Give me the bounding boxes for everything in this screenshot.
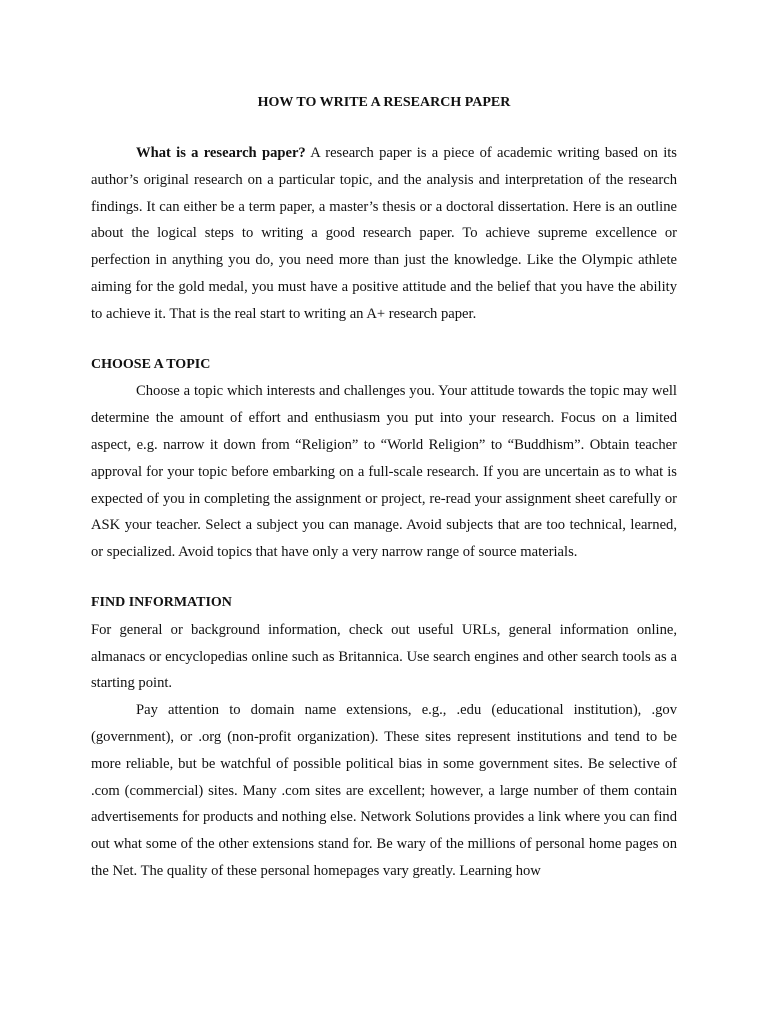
intro-lead: What is a research paper?	[136, 145, 306, 161]
section-heading-find-information: FIND INFORMATION	[91, 594, 232, 610]
choose-topic-paragraph: Choose a topic which interests and challenges you. Your attitude towards the topic may well determine the amount of effort and enthusiasm you put into your research. Focus on a limited aspect, e.g. narrow it down from “Religion” to “World Religion” to “Buddhism”. Obtain teacher approval for your topic before embarking on a full-scale research. If you are uncertain as to what is expected of you in completing the assignment or project, re-read your assignment sheet carefully or ASK your teacher. Select a subject you can manage. Avoid subjects that are too technical, learned, or specialized. Avoid topics that have only a very narrow range of source materials.	[91, 383, 677, 561]
document-body	[91, 92, 677, 885]
document-title: HOW TO WRITE A RESEARCH PAPER	[257, 95, 511, 110]
section-heading-choose-topic: CHOOSE A TOPIC	[91, 356, 211, 372]
intro-text: A research paper is a piece of academic writing based on its author’s original research on a particular topic, and the analysis and interpretation of the research findings. It can either be a term paper, a master’s thesis or a doctoral dissertation. Here is an outline about the logical steps to writing a good research paper. To achieve supreme excellence or perfection in anything you do, you need more than just the knowledge. Like the Olympic athlete aiming for the gold medal, you must have a positive attitude and the belief that you have the ability to achieve it. That is the real start to writing an A+ research paper.	[91, 145, 677, 322]
intro-paragraph	[91, 140, 677, 328]
find-information-paragraph-2: Pay attention to domain name extensions, e.g., .edu (educational institution), .gov (government), or .org (non-profit organization). These sites represent institutions and tend to be more reliable, but be watchful of possible political bias in some government sites. Be selective of .com (commercial) sites. Many .com sites are excellent; however, a large number of them contain advertisements for products and nothing else. Network Solutions provides a link where you can find out what some of the other extensions stand for. Be wary of the millions of personal home pages on the Net. The quality of these personal homepages vary greatly. Learning how	[91, 702, 677, 879]
find-information-paragraph-1: For general or background information, check out useful URLs, general information online, almanacs or encyclopedias online such as Britannica. Use search engines and other search tools as a starting point.	[91, 621, 677, 692]
